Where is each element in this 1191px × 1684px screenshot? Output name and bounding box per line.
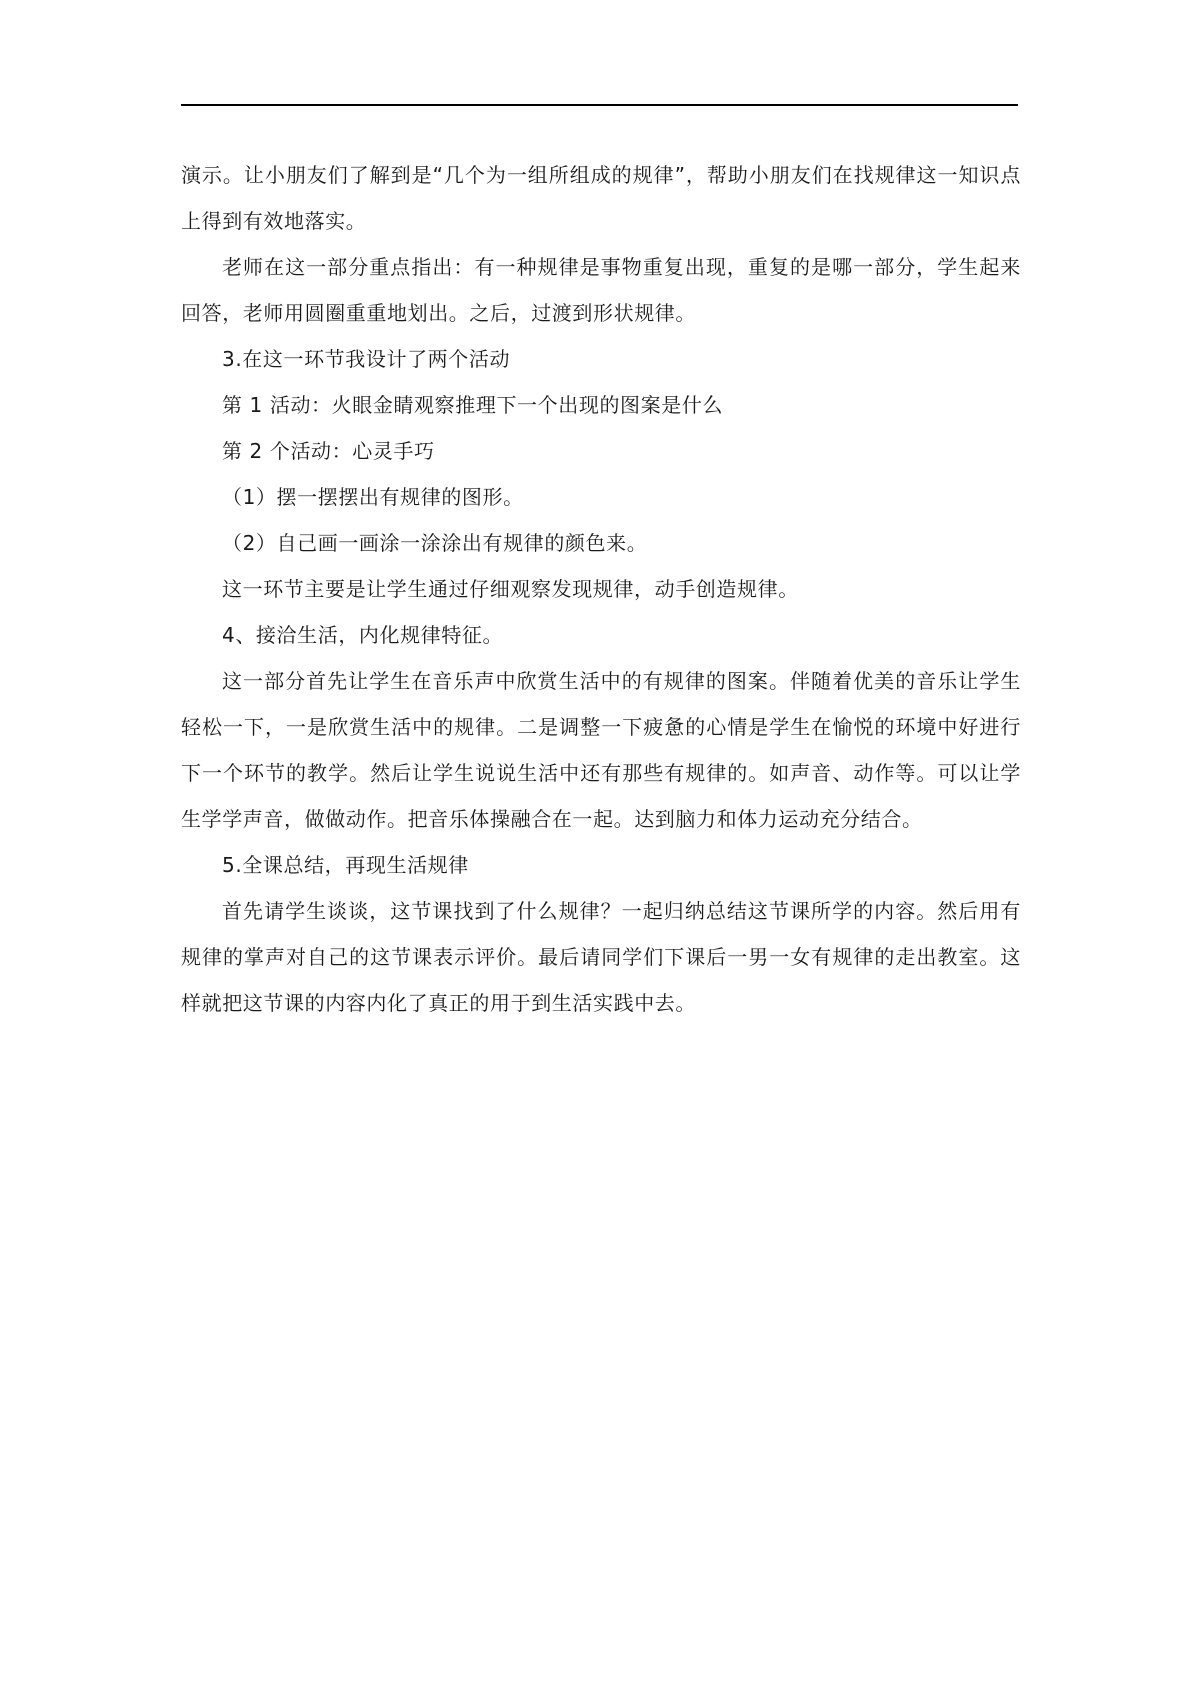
paragraph-section-4-heading: 4、接洽生活，内化规律特征。 (222, 623, 504, 647)
paragraph-section-3-summary: 这一环节主要是让学生通过仔细观察发现规律，动手创造规律。 (222, 577, 799, 601)
document-body (181, 152, 1021, 1026)
paragraph-section-5-heading: 5.全课总结，再现生活规律 (222, 853, 469, 877)
header-rule (181, 104, 1018, 106)
paragraph-teacher-point: 老师在这一部分重点指出：有一种规律是事物重复出现，重复的是哪一部分，学生起来回答，老师用圆圈重重地划出。之后，过渡到形状规律。 (181, 255, 1021, 325)
paragraph-section-4-body: 这一部分首先让学生在音乐声中欣赏生活中的有规律的图案。伴随着优美的音乐让学生轻松一下，一是欣赏生活中的规律。二是调整一下疲惫的心情是学生在愉悦的环境中好进行下一个环节的教学。然后让学生说说生活中还有那些有规律的。如声音、动作等。可以让学生学学声音，做做动作。把音乐体操融合在一起。达到脑力和体力运动充分结合。 (181, 669, 1021, 831)
paragraph-activity-1: 第 1 活动：火眼金睛观察推理下一个出现的图案是什么 (222, 393, 724, 417)
paragraph-activity-2-item-2: （2）自己画一画涂一涂涂出有规律的颜色来。 (222, 531, 648, 555)
paragraph-section-3-heading: 3.在这一环节我设计了两个活动 (222, 347, 511, 371)
paragraph-activity-2-item-1: （1）摆一摆摆出有规律的图形。 (222, 485, 524, 509)
paragraph-section-5-body: 首先请学生谈谈，这节课找到了什么规律？一起归纳总结这节课所学的内容。然后用有规律的掌声对自己的这节课表示评价。最后请同学们下课后一男一女有规律的走出教室。这样就把这节课的内容内化了真正的用于到生活实践中去。 (181, 899, 1021, 1015)
paragraph-activity-2: 第 2 个活动：心灵手巧 (222, 439, 435, 463)
paragraph-intro: 演示。让小朋友们了解到是“几个为一组所组成的规律”，帮助小朋友们在找规律这一知识点上得到有效地落实。 (181, 163, 1021, 233)
